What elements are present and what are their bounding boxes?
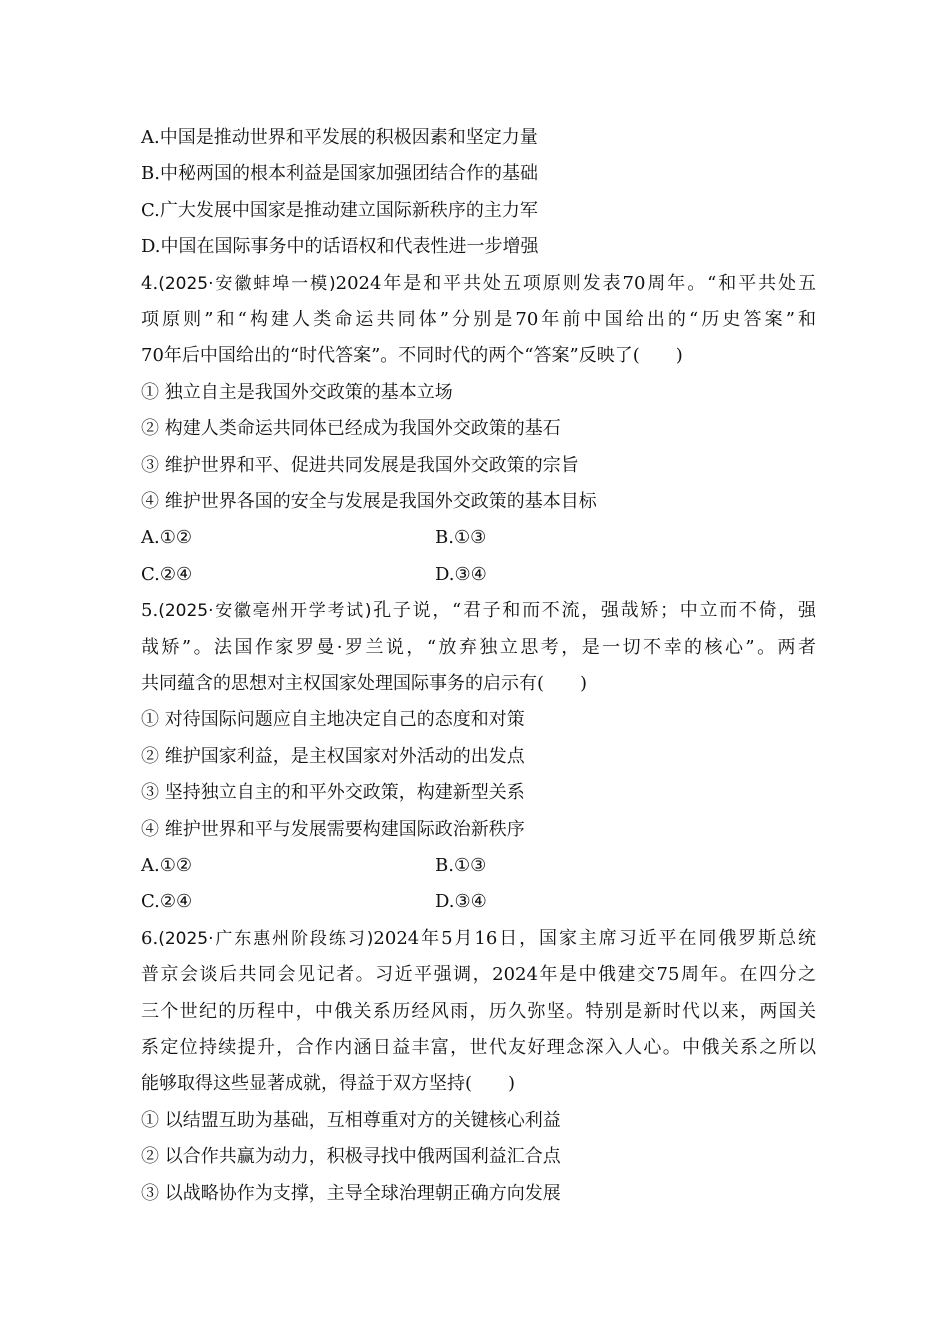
q4-stem-line-3: 70年后中国给出的“时代答案”。不同时代的两个“答案”反映了( ) — [141, 345, 683, 367]
q4-choice-a: A.①② — [141, 527, 192, 549]
q3-option-d: D.中国在国际事务中的话语权和代表性进一步增强 — [141, 236, 539, 258]
q3-option-c: C.广大发展中国家是推动建立国际新秩序的主力军 — [141, 199, 538, 221]
q5-statement-2: ② 维护国家利益，是主权国家对外活动的出发点 — [141, 745, 525, 767]
q6-stem-line-3: 三个世纪的历程中，中俄关系历经风雨，历久弥坚。特别是新时代以来，两国关 — [141, 1000, 816, 1022]
q5-statement-4: ④ 维护世界和平与发展需要构建国际政治新秩序 — [141, 818, 525, 840]
q6-statement-1: ① 以结盟互助为基础，互相尊重对方的关键核心利益 — [141, 1109, 561, 1131]
q4-choice-row-1 — [141, 520, 816, 556]
q4-statement-2: ② 构建人类命运共同体已经成为我国外交政策的基石 — [141, 418, 561, 440]
q6-source: (2025·广东惠州阶段练习) — [158, 928, 374, 949]
q6-stem-line-4: 系定位持续提升，合作内涵日益丰富，世代友好理念深入人心。中俄关系之所以 — [141, 1036, 816, 1058]
q6-number: 6. — [141, 927, 159, 949]
q5-choice-d: D.③④ — [435, 891, 487, 913]
q6-statement-3: ③ 以战略协作为支撑，主导全球治理朝正确方向发展 — [141, 1182, 561, 1204]
q5-stem-line-2: 哉矫”。法国作家罗曼·罗兰说，“放弃独立思考，是一切不幸的核心”。两者 — [141, 636, 816, 658]
q4-stem-line-2: 项原则”和“构建人类命运共同体”分别是70年前中国给出的“历史答案”和 — [141, 308, 816, 330]
q6-stem-line-2: 普京会谈后共同会见记者。习近平强调，2024年是中俄建交75周年。在四分之 — [141, 964, 816, 986]
q3-option-b: B.中秘两国的根本利益是国家加强团结合作的基础 — [141, 163, 538, 185]
q5-source: (2025·安徽亳州开学考试) — [158, 601, 372, 622]
q5-choice-a: A.①② — [141, 854, 192, 876]
q6-stem — [141, 921, 816, 1103]
q5-statement-3: ③ 坚持独立自主的和平外交政策，构建新型关系 — [141, 782, 525, 804]
q5-choice-c: C.②④ — [141, 891, 193, 913]
q5-stem-line-3: 共同蕴含的思想对主权国家处理国际事务的启示有( ) — [141, 672, 588, 694]
q4-statement-1: ① 独立自主是我国外交政策的基本立场 — [141, 381, 453, 403]
q5-choice-row-1 — [141, 848, 816, 884]
q5-choice-row-2 — [141, 884, 816, 920]
q4-choice-c: C.②④ — [141, 563, 193, 585]
q5-statement-1: ① 对待国际问题应自主地决定自己的态度和对策 — [141, 709, 525, 731]
q4-statement-4: ④ 维护世界各国的安全与发展是我国外交政策的基本目标 — [141, 490, 597, 512]
q6-stem-line-1: 2024年5月16日，国家主席习近平在同俄罗斯总统 — [373, 927, 817, 949]
q4-source: (2025·安徽蚌埠一模) — [158, 273, 336, 294]
q4-statement-3: ③ 维护世界和平、促进共同发展是我国外交政策的宗旨 — [141, 454, 579, 476]
q4-choice-row-2 — [141, 557, 816, 593]
q4-stem — [141, 266, 816, 375]
question-page — [141, 120, 816, 1212]
q4-choice-b: B.①③ — [435, 527, 487, 549]
q5-stem-line-1: 孔子说，“君子和而不流，强哉矫；中立而不倚，强 — [371, 600, 816, 622]
q3-option-a: A.中国是推动世界和平发展的积极因素和坚定力量 — [141, 127, 538, 148]
q4-stem-line-1: 2024年是和平共处五项原则发表70周年。“和平共处五 — [335, 272, 817, 294]
q5-number: 5. — [141, 600, 159, 622]
q4-number: 4. — [141, 272, 159, 294]
q6-stem-line-5: 能够取得这些显著成就，得益于双方坚持( ) — [141, 1073, 516, 1095]
q4-choice-d: D.③④ — [435, 563, 487, 585]
q6-statement-2: ② 以合作共赢为动力，积极寻找中俄两国利益汇合点 — [141, 1146, 561, 1168]
q5-stem — [141, 593, 816, 702]
q5-choice-b: B.①③ — [435, 854, 487, 876]
